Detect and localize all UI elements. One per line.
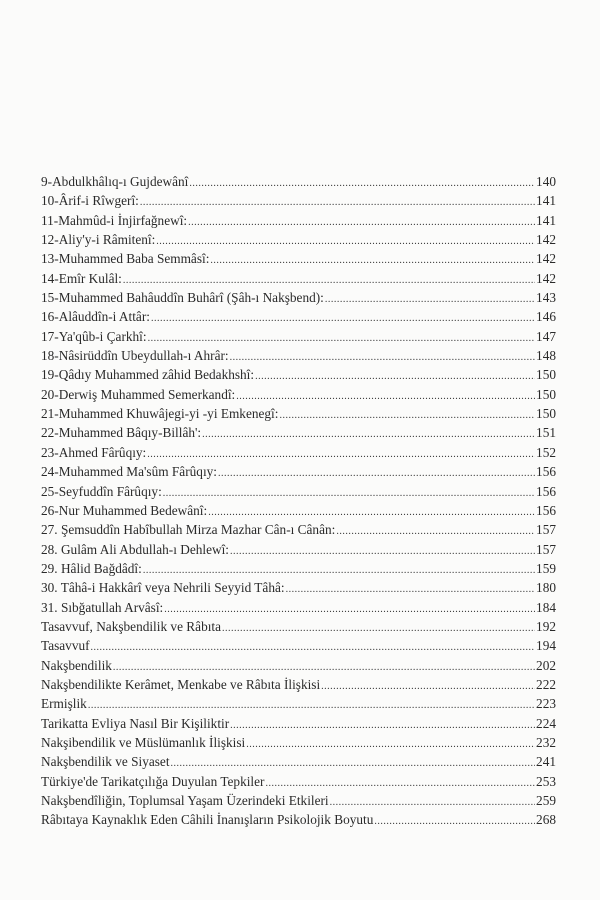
toc-entry-page-number: 222 [536,676,556,692]
toc-entry [41,501,556,520]
toc-dot-leader [255,367,535,386]
toc-entry-page-number: 151 [536,425,556,441]
toc-entry [41,462,556,481]
toc-entry-title: 28. Gulâm Ali Abdullah-ı Dehlewî: [41,541,229,557]
toc-entry-title: Ermişlik [41,696,87,712]
toc-entry [41,733,556,752]
toc-entry-title: Nakşbendîliğin, Toplumsal Yaşam Üzerindeki Etkileri [41,793,329,808]
toc-entry-page-number: 253 [536,773,556,789]
toc-entry-title: 27. Şemsuddîn Habîbullah Mirza Mazhar Cân-ı Cânân: [41,522,336,538]
toc-entry [41,307,556,326]
toc-entry [41,443,556,462]
table-of-contents [41,172,556,830]
toc-dot-leader [91,638,535,657]
toc-entry-title: Nakşbendilik ve Siyaset [41,754,170,770]
toc-entry-title: 29. Hâlid Bağdâdî: [41,560,142,576]
toc-entry-page-number: 146 [536,309,556,325]
toc-entry [41,559,556,578]
toc-entry-title: Nakşbendilik [41,657,112,673]
toc-dot-leader [336,522,535,541]
toc-entry [41,385,556,404]
toc-entry-title: 19-Qâdıy Muhammed zâhid Bedakhshî: [41,367,255,383]
toc-entry-title: 11-Mahmûd-i İnjirfağnewî: [41,212,188,228]
toc-entry-title: 9-Abdulkhâlıq-ı Gujdewânî [41,174,189,189]
toc-entry [41,598,556,617]
toc-entry [41,327,556,346]
toc-entry [41,675,556,694]
toc-entry-title: 15-Muhammed Bahâuddîn Buhârî (Şâh-ı Nakşbend): [41,290,324,306]
toc-entry-page-number: 142 [536,251,556,267]
toc-entry-title: 20-Derwiş Muhammed Semerkandî: [41,386,236,402]
toc-entry-title: 12-Aliy'y-i Râmitenî: [41,232,156,248]
toc-entry-page-number: 232 [536,734,556,750]
toc-dot-leader [230,348,535,367]
toc-entry-page-number: 143 [536,290,556,306]
toc-entry-page-number: 194 [536,638,556,654]
toc-dot-leader [140,193,535,212]
toc-dot-leader [156,232,535,251]
toc-entry-title: 18-Nâsirüddîn Ubeydullah-ı Ahrâr: [41,348,229,364]
toc-entry-page-number: 224 [536,715,556,731]
toc-entry-title: 21-Muhammed Khuwâjegi-yi -yi Emkenegî: [41,406,279,422]
toc-entry-page-number: 223 [536,696,556,712]
toc-entry [41,172,556,191]
toc-entry [41,520,556,539]
toc-entry [41,694,556,713]
toc-entry-page-number: 147 [536,328,556,344]
toc-entry-title: Nakşbendilikte Kerâmet, Menkabe ve Râbıta İlişkisi [41,676,321,692]
toc-entry-title: 10-Ârif-i Rîwgerî: [41,193,139,209]
toc-entry [41,714,556,733]
toc-entry-page-number: 157 [536,541,556,557]
toc-entry [41,249,556,268]
toc-entry-title: Râbıtaya Kaynaklık Eden Câhili İnanışların Psikolojik Boyutu [41,812,374,828]
toc-entry-title: 14-Emîr Kulâl: [41,270,122,286]
toc-entry-page-number: 241 [536,754,556,770]
toc-dot-leader [246,735,535,754]
toc-entry-page-number: 259 [536,793,556,808]
toc-entry [41,423,556,442]
toc-entry-page-number: 184 [536,599,556,615]
toc-entry-page-number: 152 [536,444,556,460]
toc-entry [41,211,556,230]
toc-dot-leader [325,290,535,309]
toc-entry [41,578,556,597]
toc-entry [41,540,556,559]
toc-entry-title: 26-Nur Muhammed Bedewânî: [41,502,208,518]
toc-entry-title: 31. Sıbğatullah Arvâsî: [41,599,164,615]
toc-dot-leader [163,484,535,503]
toc-entry [41,230,556,249]
toc-entry [41,191,556,210]
toc-entry-title: 16-Alâuddîn-i Attâr: [41,309,150,325]
toc-entry [41,346,556,365]
toc-entry-page-number: 156 [536,502,556,518]
toc-entry-title: 25-Seyfuddîn Fârûqıy: [41,483,162,499]
toc-entry-page-number: 142 [536,270,556,286]
toc-entry [41,772,556,791]
toc-entry-page-number: 141 [536,212,556,228]
toc-dot-leader [188,213,535,232]
toc-entry [41,288,556,307]
toc-entry [41,752,556,771]
toc-entry-page-number: 156 [536,483,556,499]
toc-dot-leader [218,464,535,483]
toc-entry-title: Tasavvuf [41,638,90,654]
toc-entry [41,482,556,501]
toc-entry [41,656,556,675]
toc-dot-leader [222,619,535,638]
toc-entry-page-number: 148 [536,348,556,364]
toc-entry [41,617,556,636]
toc-entry-title: Tasavvuf, Nakşbendilik ve Râbıta [41,618,222,634]
toc-dot-leader [230,542,535,561]
toc-entry [41,810,556,829]
toc-entry-title: 24-Muhammed Ma'sûm Fârûqıy: [41,464,217,480]
toc-entry-title: Tarikatta Evliya Nasıl Bir Kişiliktir [41,715,230,731]
toc-dot-leader [189,174,535,193]
toc-entry-page-number: 150 [536,386,556,402]
toc-entry-page-number: 142 [536,232,556,248]
toc-entry [41,791,556,810]
toc-entry-page-number: 159 [536,560,556,576]
toc-entry-page-number: 192 [536,618,556,634]
toc-entry-title: 22-Muhammed Bâqıy-Billâh': [41,425,202,441]
toc-entry-page-number: 202 [536,657,556,673]
toc-entry-page-number: 140 [536,174,556,189]
toc-dot-leader [279,406,535,425]
toc-entry [41,269,556,288]
toc-entry-page-number: 141 [536,193,556,209]
toc-entry-page-number: 156 [536,464,556,480]
toc-entry-page-number: 157 [536,522,556,538]
toc-entry [41,404,556,423]
toc-entry-page-number: 150 [536,367,556,383]
toc-entry [41,365,556,384]
toc-dot-leader [236,387,535,406]
toc-entry-page-number: 150 [536,406,556,422]
toc-entry-title: 23-Ahmed Fârûqıy: [41,444,147,460]
toc-dot-leader [210,251,535,270]
toc-entry-title: Nakşibendilik ve Müslümanlık İlişkisi [41,734,246,750]
toc-entry-title: Türkiye'de Tarikatçılığa Duyulan Tepkiler [41,773,265,789]
toc-dot-leader [151,309,535,328]
toc-entry-title: 17-Ya'qûb-i Çarkhî: [41,328,147,344]
toc-dot-leader [286,580,535,599]
toc-dot-leader [202,425,535,444]
toc-entry-title: 30. Tâhâ-i Hakkârî veya Nehrili Seyyid Tâhâ: [41,580,285,596]
toc-entry-title: 13-Muhammed Baba Semmâsî: [41,251,210,267]
toc-entry-page-number: 268 [536,812,556,828]
toc-entry-page-number: 180 [536,580,556,596]
toc-dot-leader [374,812,535,831]
toc-dot-leader [321,677,535,696]
toc-dot-leader [230,716,535,735]
toc-entry [41,636,556,655]
